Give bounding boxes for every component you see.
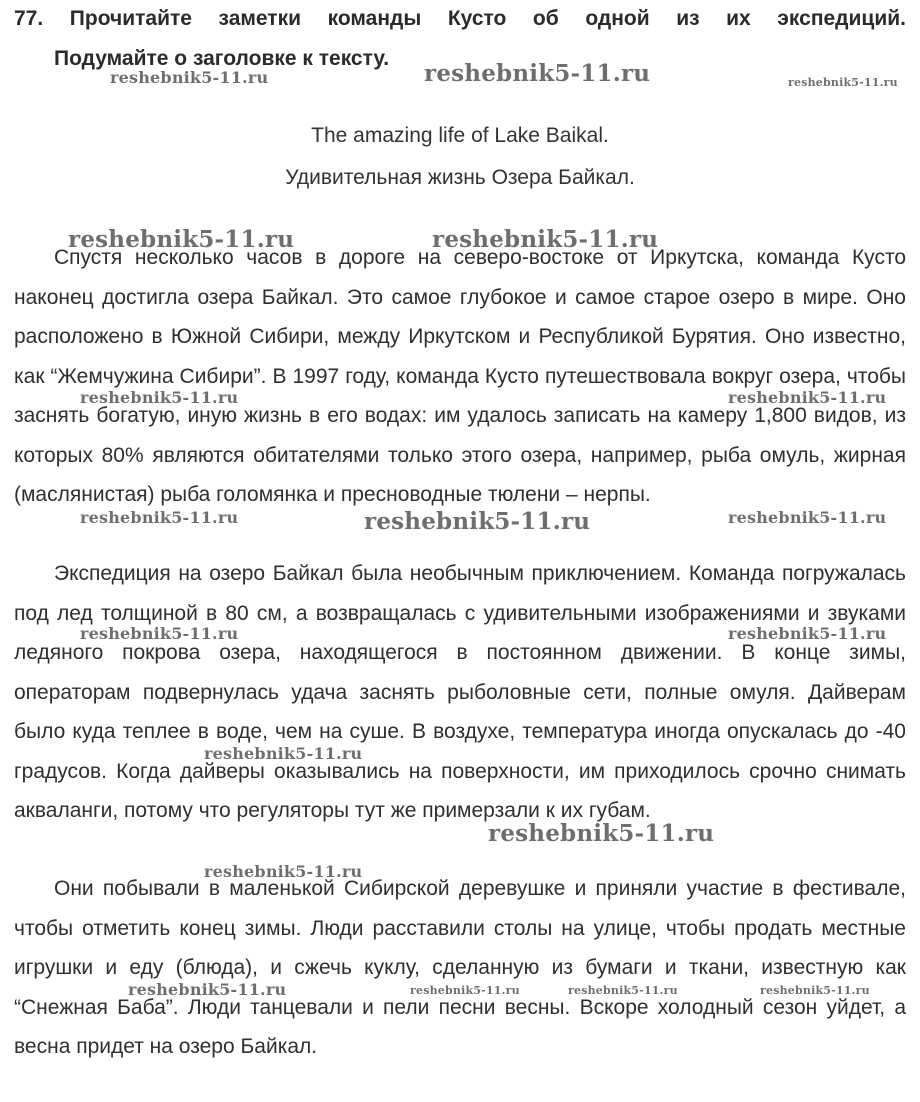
watermark: reshebnik5-11.ru: [728, 388, 887, 407]
watermark: reshebnik5-11.ru: [728, 508, 887, 527]
title-russian: Удивительная жизнь Озера Байкал.: [285, 166, 635, 189]
watermark: reshebnik5-11.ru: [424, 60, 651, 87]
watermark: reshebnik5-11.ru: [68, 226, 295, 253]
task-line-2: Подумайте о заголовке к тексту.: [54, 47, 390, 70]
paragraph-2-text: Экспедиция на озеро Байкал была необычным приключением. Команда погружалась под лед толщиной в 80 см, а возвращалась с удивительными изображениями и звуками ледяного покрова озера, находящегося в постоянном движении. В конце зимы, операторам подвернулась удача заснять рыболовные сети, полные омуля. Дайверам было куда теплее в воде, чем на суше. В воздухе, температура иногда опускалась до -40 градусов. Когда дайверы оказывались на поверхности, им приходилось срочно снимать акваланги, потому что регуляторы тут же примерзали к их губам.: [14, 562, 906, 822]
paragraph-1-text: Спустя несколько часов в дороге на северо-востоке от Иркутска, команда Кусто наконец достигла озера Байкал. Это самое глубокое и самое старое озеро в мире. Оно расположено в Южной Сибири, между Иркутском и Республикой Бурятия. Оно известно, как “Жемчужина Сибири”. В 1997 году, команда Кусто путешествовала вокруг озера, чтобы заснять богатую, иную жизнь в его водах: им удалось записать на камеру 1,800 видов, из которых 80% являются обитателями только этого озера, например, рыба омуль, жирная (маслянистая) рыба голомянка и пресноводные тюлени – нерпы.: [14, 246, 906, 506]
watermark: reshebnik5-11.ru: [760, 984, 870, 997]
watermark: reshebnik5-11.ru: [128, 980, 287, 999]
watermark: reshebnik5-11.ru: [568, 984, 678, 997]
watermark: reshebnik5-11.ru: [728, 624, 887, 643]
watermark: reshebnik5-11.ru: [80, 624, 239, 643]
watermark: reshebnik5-11.ru: [80, 388, 239, 407]
paragraph-3: [14, 869, 906, 1067]
watermark: reshebnik5-11.ru: [410, 984, 520, 997]
watermark: reshebnik5-11.ru: [364, 508, 591, 535]
watermark: reshebnik5-11.ru: [80, 508, 239, 527]
watermark: reshebnik5-11.ru: [788, 76, 898, 89]
watermark: reshebnik5-11.ru: [204, 862, 363, 881]
task-line-1: 77. Прочитайте заметки команды Кусто об одной из их экспедиций.: [14, 7, 906, 30]
watermark: reshebnik5-11.ru: [110, 68, 269, 87]
watermark: reshebnik5-11.ru: [432, 226, 659, 253]
watermark: reshebnik5-11.ru: [204, 744, 363, 763]
paragraph-1: [14, 238, 906, 515]
paragraph-3-text: Они побывали в маленькой Сибирской деревушке и приняли участие в фестивале, чтобы отметить конец зимы. Люди расставили столы на улице, чтобы продать местные игрушки и еду (блюда), и сжечь куклу, сделанную из бумаги и ткани, известную как “Снежная Баба”. Люди танцевали и пели песни весны. Вскоре холодный сезон уйдет, а весна придет на озеро Байкал.: [14, 877, 906, 1058]
title-english: The amazing life of Lake Baikal.: [311, 124, 609, 147]
watermark: reshebnik5-11.ru: [488, 820, 715, 847]
paragraph-2: [14, 554, 906, 831]
